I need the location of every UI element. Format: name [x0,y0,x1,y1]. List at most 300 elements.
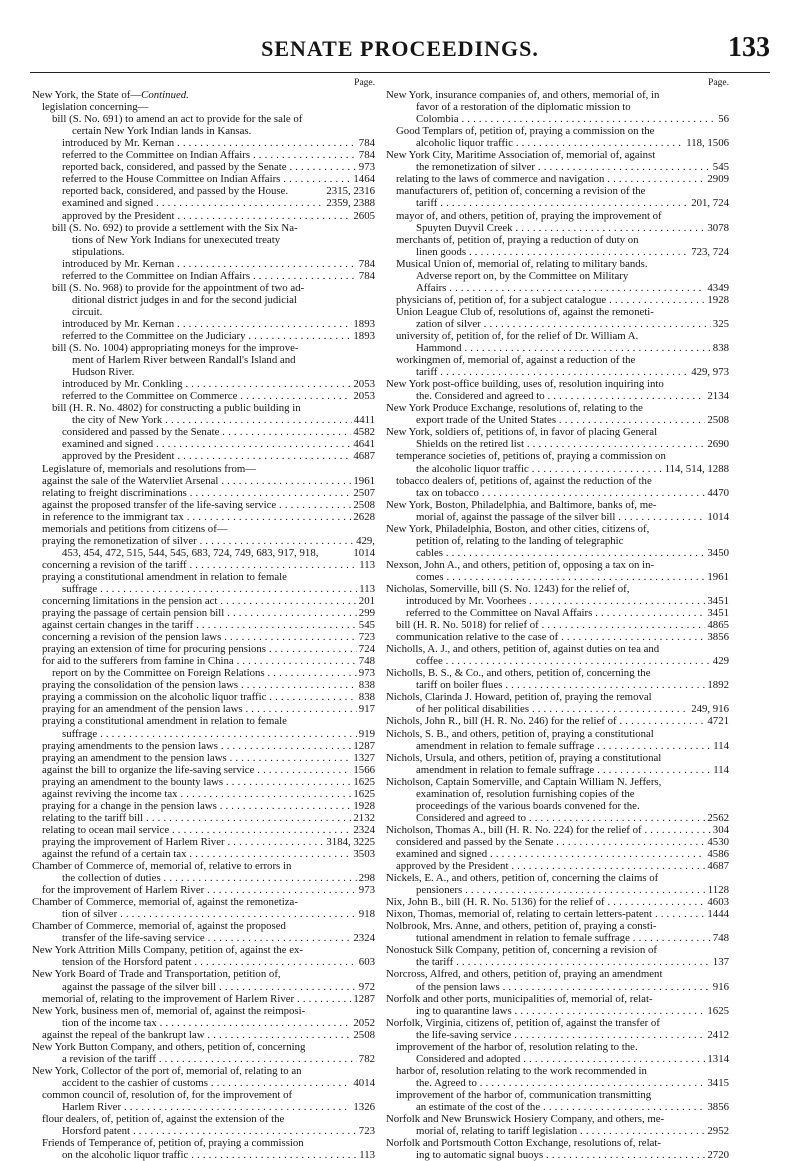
page-reference: 545 [358,619,375,632]
index-entry-text: a revision of the tariff . . . [62,1053,375,1065]
index-entry-text: bill (S. No. 691) to amend an act to provide for the sale of [52,113,303,126]
index-entry [386,1053,729,1065]
page-reference: 784 [358,149,375,162]
index-entry [386,523,729,535]
index-entry-text: Nexson, John A., and others, petition of, opposing a tax on in- [386,558,655,571]
index-entry-text: concerning limitations in the pension act . . . [42,595,375,607]
index-entry-text: tobacco dealers of, petitions of, against the reduction of the [396,474,652,487]
page-reference: 4349 [707,281,729,294]
page-reference: 2508 [707,414,729,427]
page-reference: 723 [358,631,375,644]
index-entry-text: praying the improvement of Harlem River . . . [42,836,375,848]
index-entry [32,884,375,896]
page-reference: 1961 [353,474,375,487]
index-entry-text: New York Board of Trade and Transportation, petition of, [32,968,281,981]
index-entry-text: the remonetization of silver . . . [416,161,729,173]
page-reference: 1128 [707,884,729,897]
index-entry-text: Nonostuck Silk Company, petition of, concerning a revision of [386,944,657,957]
index-entry-text: bill (H. R. No. 5018) for relief of . . . [396,619,729,631]
index-entry [386,137,729,149]
index-entry [386,318,729,330]
index-entry-text: transfer of the life-saving service . . . [62,932,375,944]
index-entry-text: stipulations. [72,245,125,258]
index-entry [386,378,729,390]
page-reference: 3450 [707,546,729,559]
index-entry [32,788,375,800]
page-reference: 838 [712,342,729,355]
index-entry-text: physicians of, petition of, for a subject catalogue . . . [396,294,729,306]
index-entry [32,728,375,740]
index-entry-text: comes . . . [416,571,729,583]
index-entry [32,932,375,944]
page-title: SENATE PROCEEDINGS. [261,36,539,61]
index-entry-text: approved by the President . . . [396,860,729,872]
index-entry [32,691,375,703]
index-entry [386,607,729,619]
index-entry-text: against the passage of the silver bill . . . [62,981,375,993]
index-entry [386,691,729,703]
index-entry [32,113,375,125]
index-entry [386,715,729,727]
page-reference: 724 [358,643,375,656]
page-reference: 1566 [353,763,375,776]
index-entry [32,185,375,197]
index-entry-text: Union League Club of, resolutions of, against the remoneti- [396,305,654,318]
index-entry [386,258,729,270]
index-entry-text: Norfolk, Virginia, citizens of, petition of, against the transfer of [386,1016,660,1029]
index-entry [32,89,375,101]
index-entry-text: cables . . . [416,547,729,559]
page-reference: 325 [712,317,729,330]
index-entry [386,149,729,161]
index-entry [32,715,375,727]
index-entry-text: praying a constitutional amendment in relation to female [42,715,287,728]
index-entry-text: Nicholls, A. J., and others, petition of, against duties on tea and [386,643,660,656]
index-entry [386,896,729,908]
index-entry [386,113,729,125]
index-entry [386,679,729,691]
index-entry [32,800,375,812]
page-reference: 1327 [353,751,375,764]
index-entry [32,595,375,607]
page-reference: 298 [358,872,375,885]
index-entry-text: relating to the laws of commerce and navigation . . . [396,173,729,185]
page-reference: 1892 [707,679,729,692]
index-entry-text: amendment in relation to female suffrage . . . [416,764,729,776]
index-entry-text: tion of the income tax . . . [62,1017,375,1029]
page-reference: 429, [356,534,375,547]
page-reference: 1928 [353,799,375,812]
index-entry [386,1125,729,1137]
index-entry [32,499,375,511]
index-entry-text: Norcross, Alfred, and others, petition of, praying an amendment [386,968,663,981]
index-entry-text: praying a commission on the alcoholic liquor traffic . . . [42,691,375,703]
index-entry-text: Nichols, S. B., and others, petition of, praying a constitutional [386,727,654,740]
index-entry-text: favor of a restoration of the diplomatic mission to [416,101,631,114]
index-entry [386,222,729,234]
index-entry-text: bill (S. No. 1004) appropriating moneys for the improve- [52,342,299,355]
page-reference: 429 [712,655,729,668]
right-index-column [386,77,729,1161]
index-entry [32,571,375,583]
index-entry [386,270,729,282]
page-reference: 201 [358,595,375,608]
index-entry-text: for the improvement of Harlem River . . . [42,884,375,896]
index-entry [32,547,375,559]
index-entry-text: referred to the Committee on Indian Affairs . . . [62,270,375,282]
index-entry-text: ing to quarantine laws . . . [416,1005,729,1017]
index-entry [386,1017,729,1029]
index-entry-text: Nix, John B., bill (H. R. No. 5136) for the relief of . . . [386,896,729,908]
index-entry-text: the life-saving service . . . [416,1029,729,1041]
index-entry-text: praying for an amendment of the pension laws . . . [42,703,375,715]
page-reference: 972 [358,980,375,993]
page-reference: 1314 [707,1052,729,1065]
index-entry [32,703,375,715]
index-entry-text: approved by the President . . . [62,210,375,222]
index-entry-text: 453, 454, 472, 515, 544, 545, 683, 724, 749, 683, 917, 918, [62,546,319,559]
index-entry [32,981,375,993]
index-entry [386,511,729,523]
index-entry [32,1053,375,1065]
index-entry [386,776,729,788]
index-entry [32,1017,375,1029]
index-entry-text: the. Considered and agreed to . . . [416,390,729,402]
index-entry-text: considered and passed by the Senate . . . [396,836,729,848]
index-entry [386,535,729,547]
index-entry [32,896,375,908]
index-entry [32,1065,375,1077]
page-column-label: Page. [354,78,375,88]
page-reference: 4014 [353,1076,375,1089]
index-entry-text: Nicholson, Captain Somerville, and Captain William N. Jeffers, [386,775,662,788]
index-entry [32,390,375,402]
index-entry [386,101,729,113]
index-entry-text: Nichols, Ursula, and others, petition of, praying a constitutional [386,751,662,764]
index-entry [386,294,729,306]
index-entry-text: examination of, resolution furnishing copies of the [416,787,635,800]
page-reference: 919 [358,727,375,740]
page-reference: 4470 [707,486,729,499]
page-reference: 429, 973 [691,366,729,379]
index-entry-text: pensioners . . . [416,884,729,896]
index-entry-text: merchants of, petition of, praying a reduction of duty on [396,233,639,246]
index-entry [386,402,729,414]
index-entry [386,438,729,450]
index-entry-text: praying the consolidation of the pension laws . . . [42,679,375,691]
index-entry-text: for aid to the sufferers from famine in China . . . [42,655,375,667]
index-entry [32,197,375,209]
index-entry [32,426,375,438]
index-entry [32,559,375,571]
index-entry-text: certain New York Indian lands in Kansas. [72,125,252,138]
index-entry [32,1005,375,1017]
index-entry [32,149,375,161]
page-reference: 4865 [707,619,729,632]
index-entry-text: Horsford patent . . . [62,1125,375,1137]
page-reference: 1287 [353,992,375,1005]
page-reference: 3184, 3225 [326,835,375,848]
page-reference: 3856 [707,631,729,644]
index-entry [386,1029,729,1041]
index-entry [386,547,729,559]
page-reference: 3415 [707,1076,729,1089]
page-reference: 1625 [707,1004,729,1017]
index-entry [386,1041,729,1053]
index-entry [386,366,729,378]
index-entry-text: reported back, considered, and passed by the Senate . . . [62,161,375,173]
index-entry [32,222,375,234]
page-reference: 2909 [707,173,729,186]
index-entry-text: concerning a revision of the tariff . . . [42,559,375,571]
page-reference: 4530 [707,835,729,848]
index-entry-text: manufacturers of, petition of, concerning a revision of the [396,185,646,198]
page-reference: 3451 [707,607,729,620]
index-entry [386,1077,729,1089]
index-entry [386,499,729,511]
index-entry [386,475,729,487]
index-entry-text: linen goods . . . [416,246,729,258]
index-entry [386,788,729,800]
index-entry [32,414,375,426]
index-entry-text: New York, the State of—Continued. [32,89,189,102]
page-reference: 1625 [353,787,375,800]
index-entry-text: referred to the Committee on the Judiciary . . . [62,330,375,342]
page-reference: 784 [358,137,375,150]
index-entry-text: New York, Boston, Philadelphia, and Baltimore, banks of, me- [386,498,657,511]
page-reference: 299 [358,607,375,620]
index-entry-text: praying a constitutional amendment in relation to female [42,570,287,583]
index-entry-text: flour dealers, of, petition of, against the extension of the [42,1113,285,1126]
index-entry [386,812,729,824]
index-entry [32,776,375,788]
page-reference: 1444 [707,908,729,921]
index-entry-text: Shields on the retired list . . . [416,438,729,450]
index-entry-text: Chamber of Commerce of, memorial of, relative to errors in [32,860,292,873]
index-entry-text: petition of, relating to the landing of telegraphic [416,534,624,547]
index-entry-text: Norfolk and New Brunswick Hosiery Company, and others, me- [386,1113,665,1126]
index-entry [386,932,729,944]
index-entry-text: against reviving the income tax . . . [42,788,375,800]
index-entry-text: Chamber of Commerce, memorial of, against the proposed [32,920,286,933]
index-entry [32,643,375,655]
page-reference: 113 [359,582,375,595]
index-entry-text: praying the passage of certain pension bill . . . [42,607,375,619]
index-entry-text: Musical Union of, memorial of, relating to military bands. [396,257,648,270]
index-entry-text: introduced by Mr. Kernan . . . [62,258,375,270]
index-entry [32,619,375,631]
index-entry-text: relating to freight discriminations . . . [42,487,375,499]
index-entry [32,836,375,848]
index-entry [386,824,729,836]
index-entry-text: Considered and adopted . . . [416,1053,729,1065]
page-reference: 1893 [353,329,375,342]
index-entry [386,752,729,764]
index-entry [386,463,729,475]
index-entry-text: tension of the Horsford patent . . . [62,956,375,968]
page-reference: 1464 [353,173,375,186]
index-entry-text: on the alcoholic liquor traffic . . . [62,1149,375,1161]
index-entry [386,330,729,342]
index-entry [386,993,729,1005]
index-entry [32,354,375,366]
index-entry [386,764,729,776]
index-entry [386,125,729,137]
index-entry-text: bill (S. No. 968) to provide for the appointment of two ad- [52,281,305,294]
index-entry-text: approved by the President . . . [62,450,375,462]
index-entry [32,824,375,836]
page-reference: 4582 [353,426,375,439]
index-entry [32,860,375,872]
page-reference: 114 [713,763,729,776]
page-reference: 2508 [353,1028,375,1041]
page-reference: 2507 [353,486,375,499]
index-entry [32,234,375,246]
page-reference: 113 [359,558,375,571]
index-entry [32,752,375,764]
index-entry [32,330,375,342]
index-entry-text: New York, insurance companies of, and others, memorial of, in [386,89,660,102]
index-entry [32,402,375,414]
index-entry [32,848,375,860]
index-entry-text: memorials and petitions from citizens of— [42,522,228,535]
index-entry [386,282,729,294]
index-entry [32,210,375,222]
index-entry [386,619,729,631]
page-reference: 2324 [353,823,375,836]
page-reference: 1287 [353,739,375,752]
index-entry-text: memorial of, relating to the improvement of Harlem River . . . [42,993,375,1005]
index-entry [32,342,375,354]
page-reference: 2690 [707,438,729,451]
index-entry [386,800,729,812]
index-entry [32,378,375,390]
page-reference: 114 [713,739,729,752]
page-reference: 723, 724 [691,245,729,258]
index-entry [32,872,375,884]
index-entry [386,583,729,595]
page-reference: 782 [358,1052,375,1065]
index-entry-text: ditional district judges in and for the second judicial [72,293,297,306]
index-entry-text: communication relative to the case of . . . [396,631,729,643]
index-entry-text: bill (S. No. 692) to provide a settlement with the Six Na- [52,221,298,234]
index-entry-text: alcoholic liquor traffic . . . [416,137,729,149]
index-entry-text: against the bill to organize the life-saving service . . . [42,764,375,776]
index-entry-text: introduced by Mr. Voorhees . . . [406,595,729,607]
index-entry [386,354,729,366]
index-entry [32,679,375,691]
index-entry-text: New York, Philadelphia, Boston, and other cities, citizens of, [386,522,650,535]
page-reference: 56 [718,113,729,126]
index-entry-text: mayor of, and others, petition of, praying the improvement of [396,209,662,222]
index-entry [386,197,729,209]
index-entry [32,487,375,499]
index-entry-text: introduced by Mr. Kernan . . . [62,318,375,330]
page-reference: 4641 [353,438,375,451]
index-entry-text: Norfolk and Portsmouth Cotton Exchange, resolutions of, relat- [386,1137,661,1150]
index-entry-text: improvement of the harbor of, communication transmitting [396,1088,652,1101]
index-entry [386,390,729,402]
index-entry [32,1137,375,1149]
index-entry [386,210,729,222]
index-entry-text: praying for a change in the pension laws . . . [42,800,375,812]
index-entry-text: against the refund of a certain tax . . . [42,848,375,860]
index-entry-text: zation of silver . . . [416,318,729,330]
index-entry-text: Hudson River. [72,366,135,379]
index-entry [32,137,375,149]
index-entry-text: tion of silver . . . [62,908,375,920]
index-entry [32,535,375,547]
index-entry [32,523,375,535]
page-reference: 2605 [353,209,375,222]
index-entry-text: the tariff . . . [416,956,729,968]
left-index-column [32,77,375,1161]
index-entry [32,475,375,487]
index-entry-text: tariff on boiler flues . . . [416,679,729,691]
index-entry-text: referred to the House Committee on Indian Affairs . . . [62,173,375,185]
index-entry-text: an estimate of the cost of the . . . [416,1101,729,1113]
index-entry [386,872,729,884]
index-entry-text: Nicholson, Thomas A., bill (H. R. No. 224) for the relief of . . . [386,824,729,836]
page-reference: 2053 [353,390,375,403]
index-entry [386,185,729,197]
page-reference: 1625 [353,775,375,788]
index-entry [32,366,375,378]
index-entry [386,1101,729,1113]
index-entry [32,125,375,137]
index-entry-text: reported back, considered, and passed by the House. [62,185,289,198]
page-reference: 2132 [353,811,375,824]
page-reference: 917 [358,703,375,716]
index-entry [386,655,729,667]
index-entry [32,294,375,306]
page-reference: 973 [358,667,375,680]
page-reference: 4687 [353,450,375,463]
index-entry [386,1137,729,1149]
index-entry-text: the collection of duties . . . [62,872,375,884]
index-entry [386,571,729,583]
index-entry-text: ment of Harlem River between Randall's Island and [72,354,296,367]
page-reference: 2053 [353,378,375,391]
index-entry-text: improvement of the harbor of, resolution relating to the. [396,1040,638,1053]
index-entry [386,426,729,438]
index-entry [32,258,375,270]
page-reference: 114, 514, 1288 [664,462,729,475]
index-entry-text: Affairs . . . [416,282,729,294]
page-reference: 2952 [707,1125,729,1138]
index-entry [386,981,729,993]
index-entry-text: referred to the Committee on Indian Affairs . . . [62,149,375,161]
page-reference: 916 [712,980,729,993]
index-entry [386,89,729,101]
index-entry-text: legislation concerning— [42,101,149,114]
page-reference: 4411 [353,414,375,427]
index-entry [386,1065,729,1077]
index-entry-text: Nickels, E. A., and others, petition of, concerning the claims of [386,872,659,885]
index-entry-text: against the repeal of the bankrupt law . . . [42,1029,375,1041]
page-reference: 201, 724 [691,197,729,210]
index-entry [32,607,375,619]
index-entry [386,1149,729,1161]
index-entry-text: proceedings of the various boards convened for the. [416,799,640,812]
index-entry-text: Considered and agreed to . . . [416,812,729,824]
page-reference: 304 [712,823,729,836]
page-reference: 2315, 2316 [326,185,375,198]
index-entry [386,703,729,715]
page-reference: 1326 [353,1100,375,1113]
index-entry [32,161,375,173]
index-entry-text: against certain changes in the tariff . . . [42,619,375,631]
